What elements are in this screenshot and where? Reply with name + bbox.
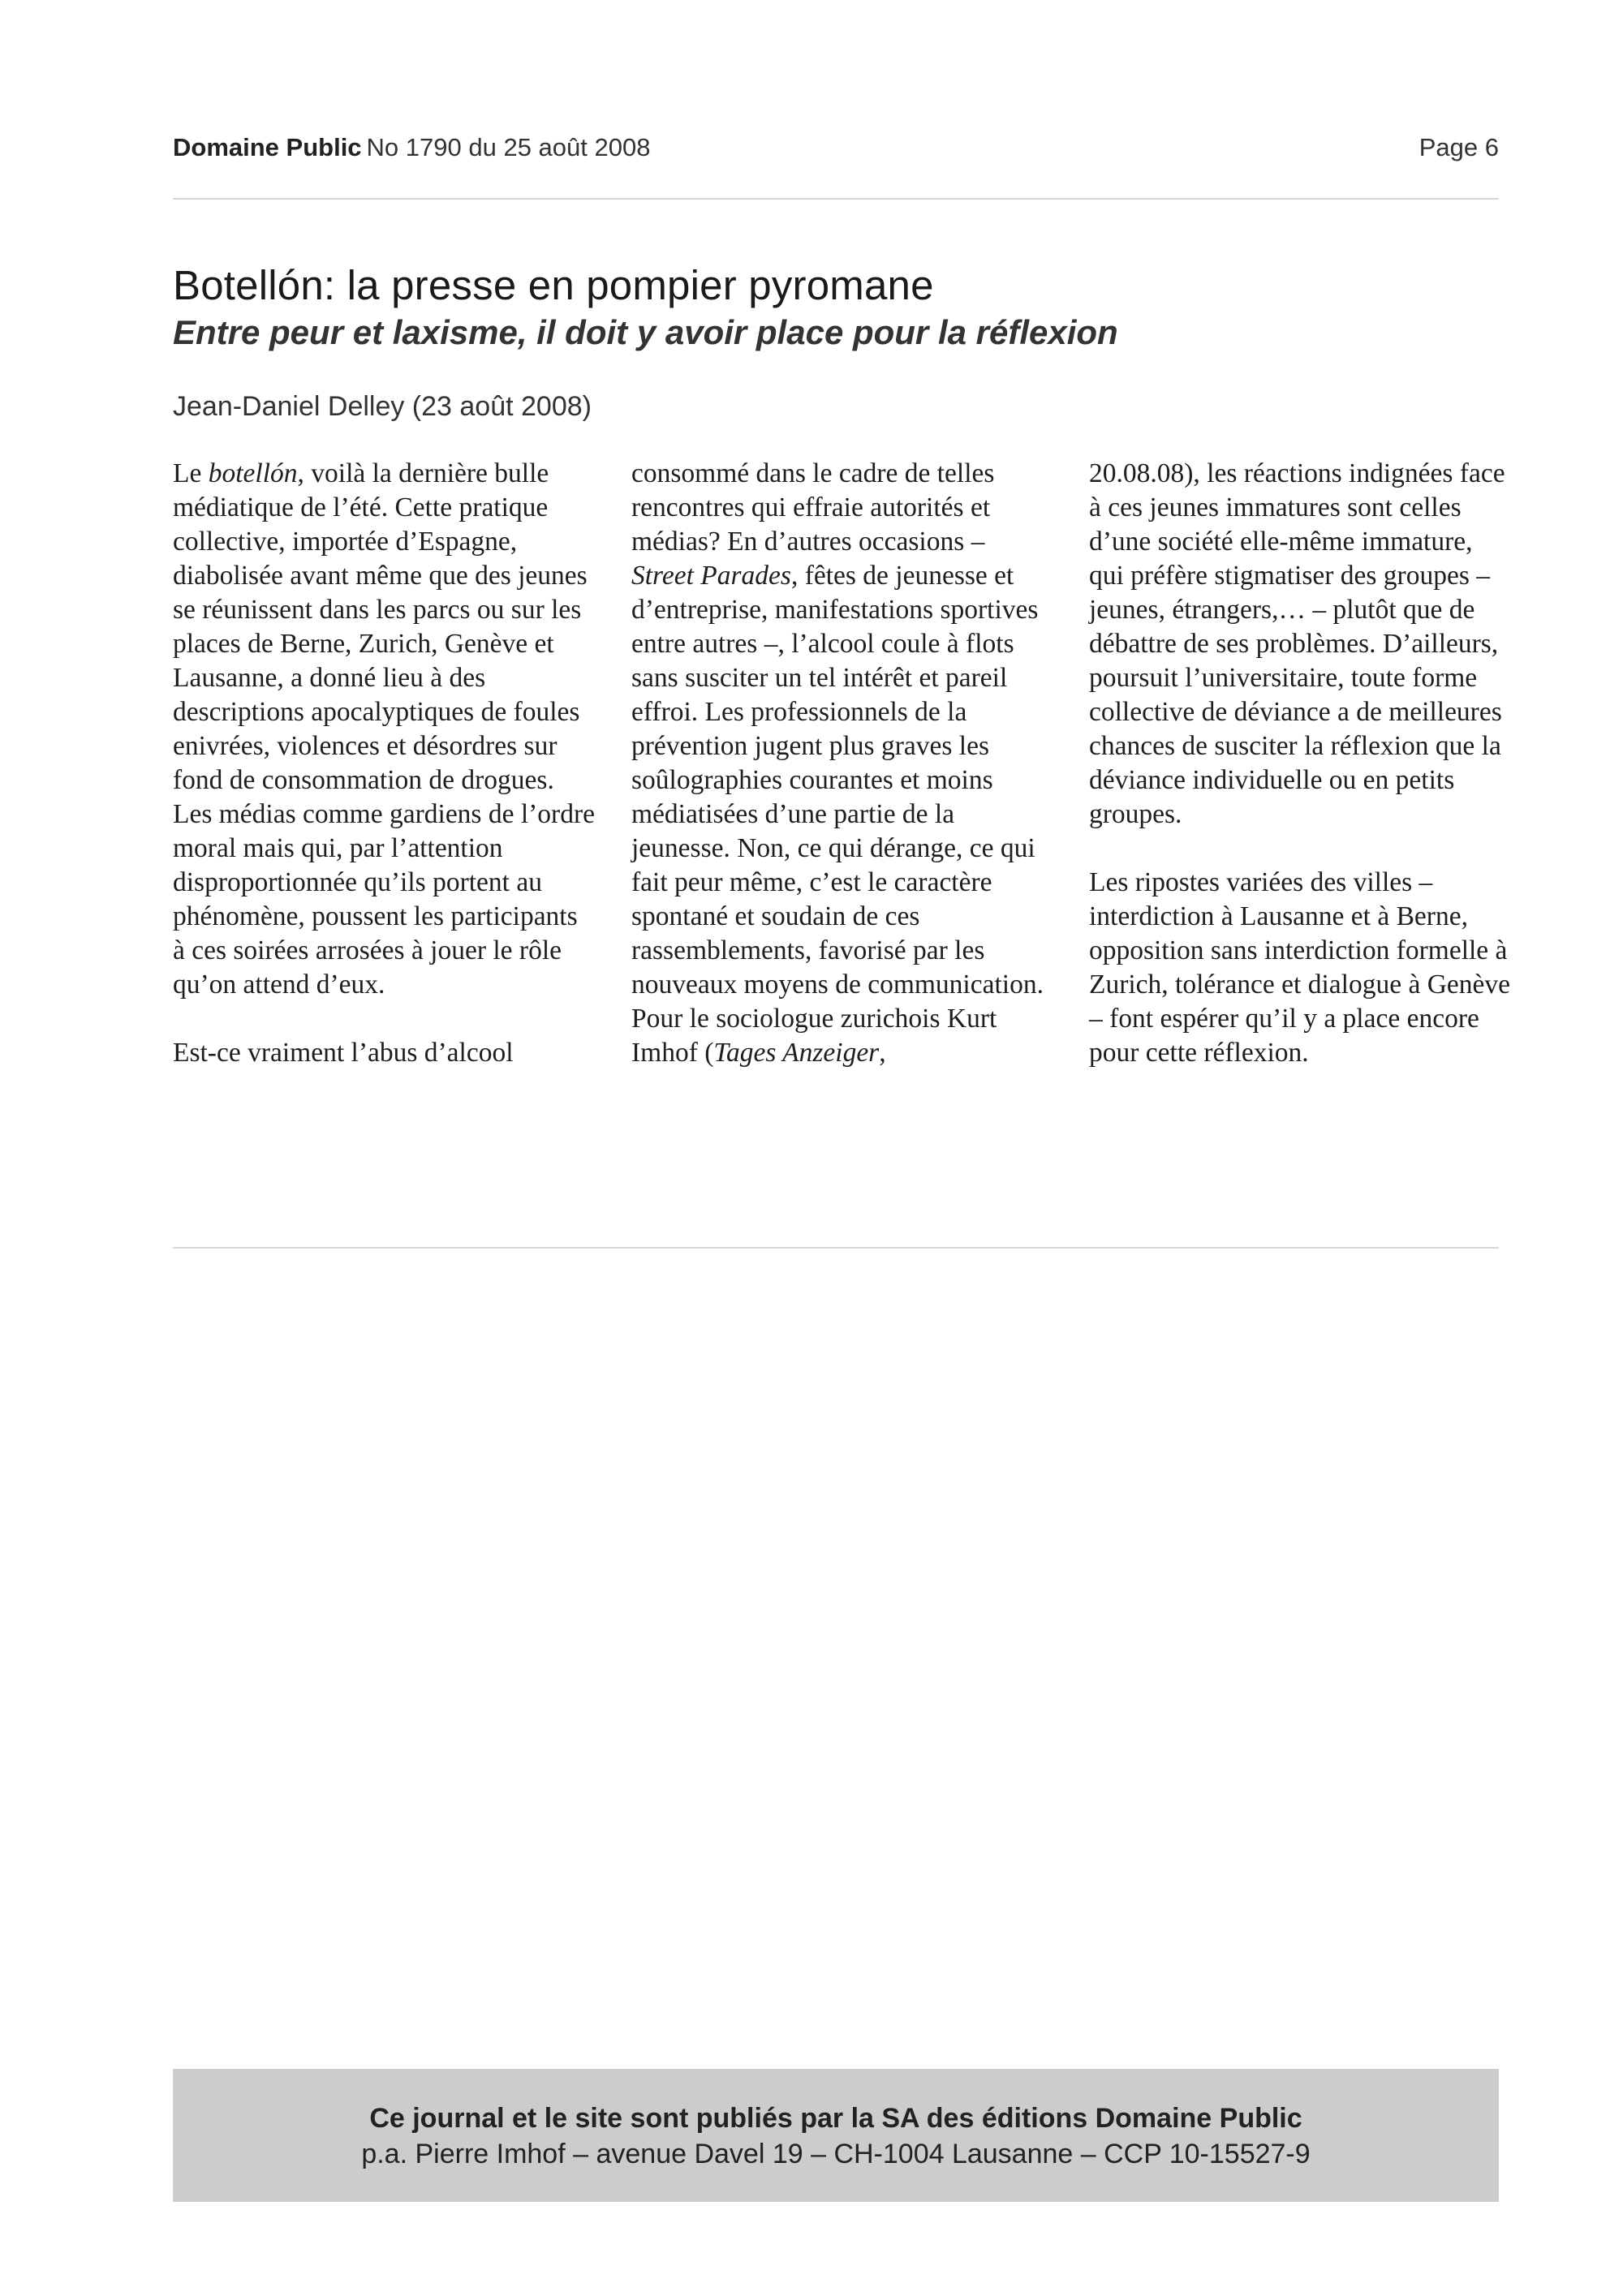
paragraph-2-italic-source: Tages Anzeiger xyxy=(713,1038,880,1068)
article-column-2 xyxy=(631,457,1053,1070)
paragraph-1-italic-term: botellón xyxy=(208,458,298,488)
paragraph-2-comma: , xyxy=(879,1038,886,1068)
issue-info: No 1790 du 25 août 2008 xyxy=(366,133,651,161)
article-byline: Jean-Daniel Delley (23 août 2008) xyxy=(173,391,592,422)
paragraph-2-italic-street-parades: Street Parades xyxy=(631,561,791,591)
article-subtitle: Entre peur et laxisme, il doit y avoir place pour la réflexion xyxy=(173,313,1118,351)
page-number: Page 6 xyxy=(1419,133,1499,161)
paragraph-2-start: Est-ce vraiment l’abus d’alcool xyxy=(173,1038,514,1068)
article-column-1 xyxy=(173,457,595,1070)
publisher-footer xyxy=(173,2069,1499,2202)
article-column-3 xyxy=(1089,457,1511,1070)
paragraph-1 xyxy=(173,457,595,1002)
article-title: Botellón: la presse en pompier pyromane xyxy=(173,262,934,308)
paragraph-2-middle: consommé dans le cadre de telles rencontres qui effraie autorités et médias? En d’autres occasions – Street Parades, fêtes de jeunesse et d’entreprise, manifestations sportives entre autres –, l’alcool coule à flots sans susciter un tel intérêt et pareil effroi. Les professionnels de la prévention jugent plus graves les soûlographies courantes et moins médiatisées d’une partie de la jeunesse. Non, ce qui dérange, ce qui fait peur même, c’est le caractère spontané et soudain de ces rassemblements, favorisé par les nouveaux moyens de communication. Pour le sociologue zurichois Kurt Imhof (Tages Anzeiger, xyxy=(631,458,1044,1068)
paragraph-3: Les ripostes variées des villes – interdiction à Lausanne et à Berne, opposition sans interdiction formelle à Zurich, tolérance et dialogue à Genève – font espérer qu’il y a place encore pour cette réflexion. xyxy=(1089,867,1510,1068)
paragraph-1-text-a: Le xyxy=(173,458,209,488)
paragraph-1-text-c: , voilà la dernière bulle médiatique de l’été. Cette pratique collective, importée d’Espagne, diabolisée avant même que des jeunes se réunissent dans les parcs ou sur les places de Berne, Zurich, Genève et Lausanne, a donné lieu à des descriptions apocalyptiques de foules enivrées, violences et désordres sur fond de consommation de drogues. Les médias comme gardiens de l’ordre moral mais qui, par l’attention disproportionnée qu’ils portent au phénomène, poussent les participants à ces soirées arrosées à jouer le rôle qu’on attend d’eux. xyxy=(173,458,595,1000)
publication-name: Domaine Public xyxy=(173,133,362,161)
footer-publisher-line: Ce journal et le site sont publiés par la SA des éditions Domaine Public xyxy=(369,2103,1302,2134)
page-header xyxy=(173,133,1499,169)
article-end-divider xyxy=(173,1247,1499,1249)
header-divider xyxy=(173,198,1499,200)
paragraph-2-end: 20.08.08), les réactions indignées face à ces jeunes immatures sont celles d’une société elle-même immature, qui préfère stigmatiser des groupes – jeunes, étrangers,… – plutôt que de débattre de ses problèmes. D’ailleurs, poursuit l’universitaire, toute forme collective de déviance a de meilleures chances de susciter la réflexion que la déviance individuelle ou en petits groupes. xyxy=(1089,458,1505,829)
footer-address-line: p.a. Pierre Imhof – avenue Davel 19 – CH-1004 Lausanne – CCP 10-15527-9 xyxy=(361,2139,1311,2169)
